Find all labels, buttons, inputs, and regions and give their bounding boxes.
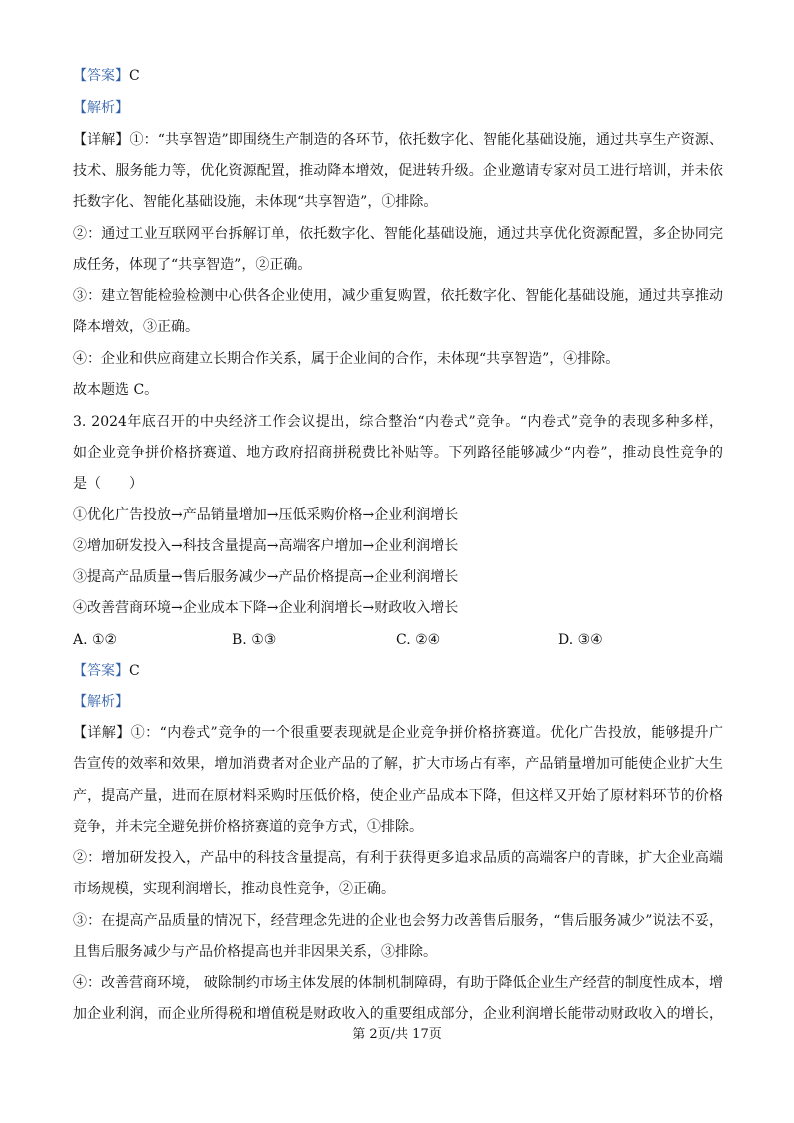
answer-tag: 【答案】 (73, 68, 129, 84)
detail-tag: 【详解】 (73, 132, 130, 148)
q3-stem-line: 如企业竞争拼价格挤赛道、地方政府招商拼税费比补贴等。下列路径能够减少“内卷”，推动良性竞争的 (73, 445, 723, 461)
analysis-tag: 【解析】 (73, 694, 129, 710)
q2-text-line: 技术、服务能力等，优化资源配置，推动降本增效，促进转升级。企业邀请专家对员工进行培训，并未依 (73, 163, 723, 179)
detail-text: ①：“内卷式”竞争的一个很重要表现就是企业竞争拼价格挤赛道。优化广告投放，能够提升广 (130, 725, 723, 741)
q3-text-line: 产，提高产量，进而在原材料采购时压低价格，使企业产品成本下降，但这样又开始了原材料环节的价格 (73, 788, 723, 804)
q2-text-line: 降本增效，③正确。 (73, 319, 199, 335)
q2-conclusion: 故本题选 C。 (73, 382, 159, 398)
detail-tag: 【详解】 (73, 725, 131, 741)
q2-text-line: ②：通过工业互联网平台拆解订单，依托数字化、智能化基础设施，通过共享优化资源配置，多企协同完 (73, 226, 723, 242)
option-b: B. ①③ (232, 632, 277, 648)
q3-stem-line: 是（ ） (73, 476, 143, 492)
q2-detail-line (73, 130, 723, 150)
q3-path-item: ④改善营商环境→企业成本下降→企业利润增长→财政收入增长 (73, 600, 459, 616)
q3-analysis-line (73, 692, 723, 712)
q3-path-item: ①优化广告投放→产品销量增加→压低采购价格→企业利润增长 (73, 507, 459, 523)
page-footer: 第 2页/共 17页 (352, 1027, 442, 1042)
q3-path-item: ③提高产品质量→售后服务减少→产品价格提高→企业利润增长 (73, 569, 459, 585)
q3-text-line: ②：增加研发投入，产品中的科技含量提高，有利于获得更多追求品质的高端客户的青睐，扩大企业高端 (73, 850, 723, 866)
q3-detail-line (73, 723, 723, 743)
q2-analysis-line (73, 98, 723, 118)
q3-text-line: ④：改善营商环境， 破除制约市场主体发展的体制机制障碍，有助于降低企业生产经营的制度性成本，增 (73, 975, 723, 991)
detail-text: ①：“共享智造”即围绕生产制造的各环节，依托数字化、智能化基础设施，通过共享生产资源、 (129, 132, 723, 148)
q3-answer-line (73, 661, 723, 681)
answer-tag: 【答案】 (73, 663, 129, 679)
q2-text-line: 托数字化、智能化基础设施，未体现“共享智造”，①排除。 (73, 194, 438, 210)
q2-text-line: ④：企业和供应商建立长期合作关系，属于企业间的合作，未体现“共享智造”，④排除。 (73, 351, 620, 367)
q3-text-line: ③：在提高产品质量的情况下，经营理念先进的企业也会努力改善售后服务，“售后服务减少”说法不妥， (73, 913, 723, 929)
q3-text-line: 加企业利润，而企业所得税和增值税是财政收入的重要组成部分，企业利润增长能带动财政收入的增长， (73, 1006, 723, 1022)
option-a: A. ①② (73, 632, 118, 648)
option-c: C. ②④ (396, 632, 441, 648)
q3-path-item: ②增加研发投入→科技含量提高→高端客户增加→企业利润增长 (73, 538, 459, 554)
q3-text-line: 且售后服务减少与产品价格提高也并非因果关系，③排除。 (73, 944, 437, 960)
q2-answer-line (73, 66, 723, 86)
answer-value: C (129, 68, 140, 84)
q3-text-line: 市场规模，实现利润增长，推动良性竞争，②正确。 (73, 881, 395, 897)
q2-text-line: 成任务，体现了“共享智造”，②正确。 (73, 257, 312, 273)
q3-text-line: 竞争，并未完全避免拼价格挤赛道的竞争方式，①排除。 (73, 819, 423, 835)
analysis-tag: 【解析】 (73, 100, 129, 116)
q2-text-line: ③：建立智能检验检测中心供各企业使用，减少重复购置，依托数字化、智能化基础设施，通过共享推动 (73, 288, 723, 304)
q3-text-line: 告宣传的效率和效果，增加消费者对企业产品的了解，扩大市场占有率，产品销量增加可能使企业扩大生 (73, 756, 723, 772)
q3-stem-line: 3. 2024年底召开的中央经济工作会议提出，综合整治“内卷式”竞争。“内卷式”竞争的表现多种多样， (73, 414, 723, 430)
answer-value: C (129, 663, 140, 679)
option-d: D. ③④ (558, 632, 603, 648)
